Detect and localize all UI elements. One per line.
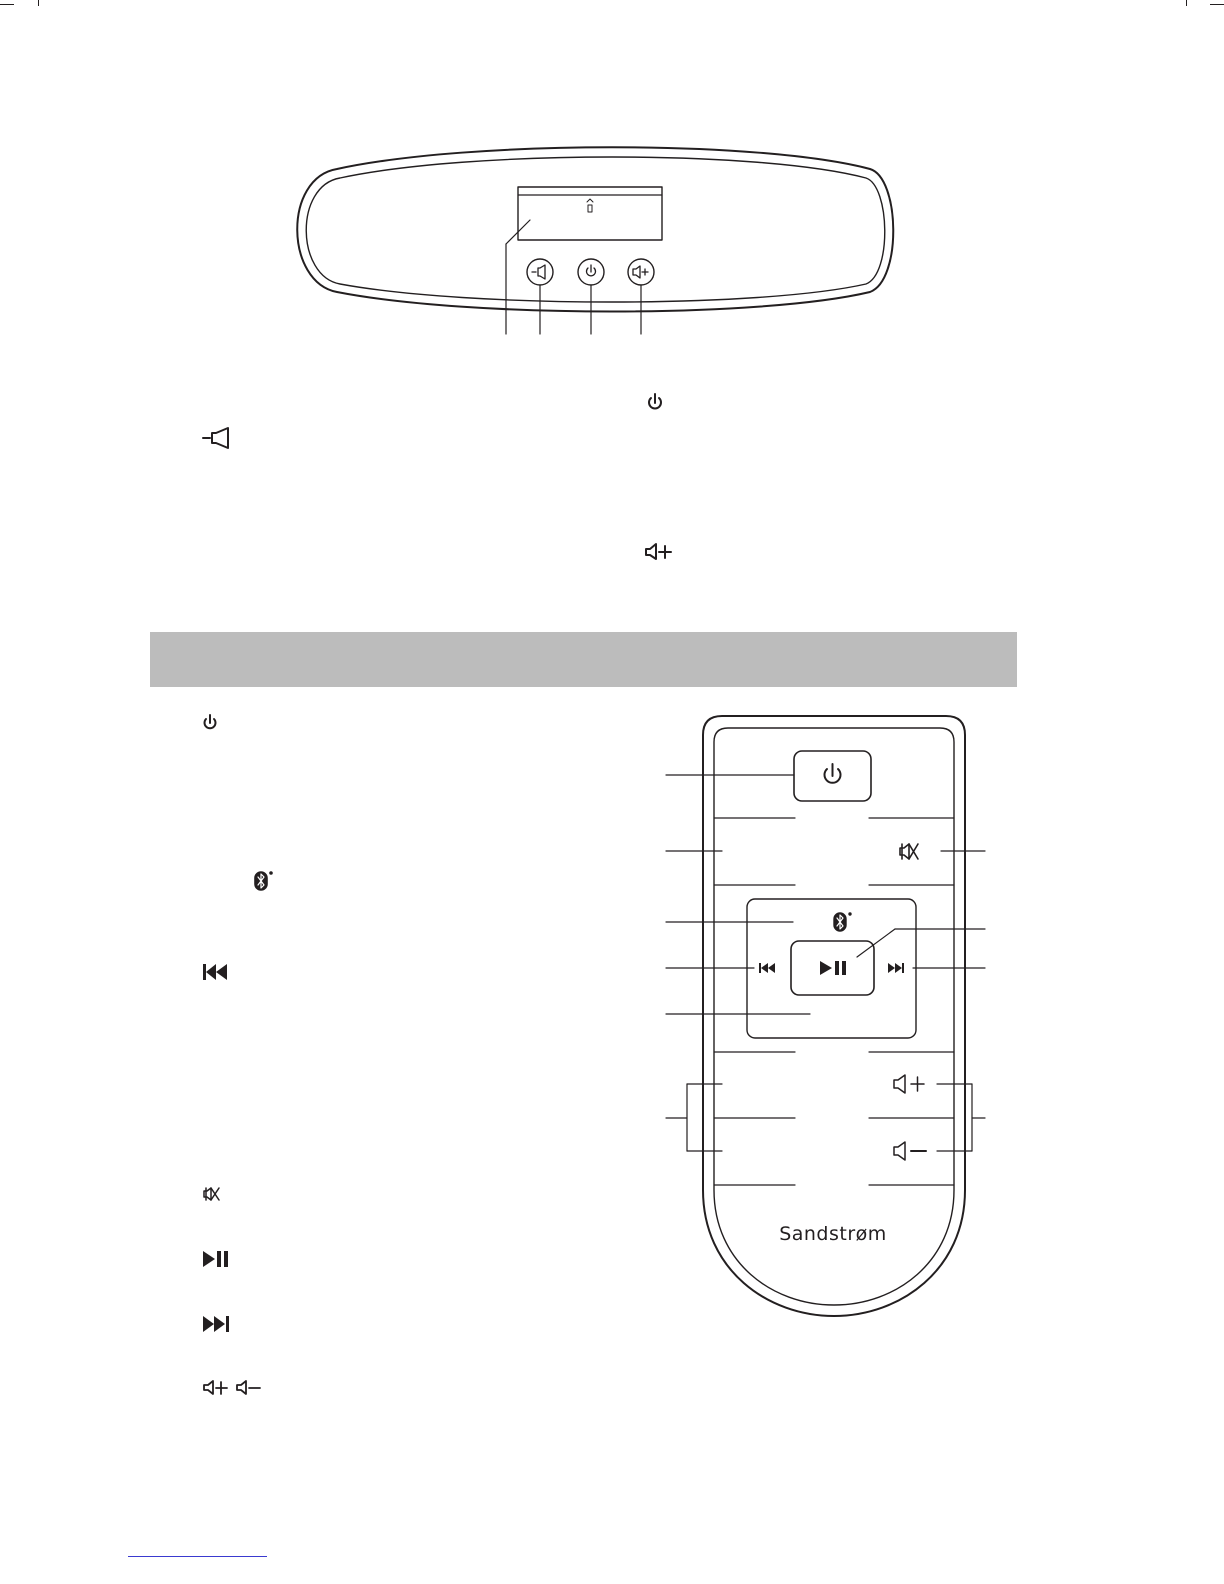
legend-bluetooth-icon: [255, 872, 272, 890]
remote-control: [703, 716, 965, 1316]
remote-power-icon: [825, 764, 841, 783]
power-icon: [587, 265, 596, 276]
volume-up-button: [628, 259, 654, 285]
legend-source-icon: [203, 428, 228, 448]
legend-power-icon: [205, 715, 216, 728]
remote-play-pause-icon: [820, 961, 846, 975]
remote-previous-icon: [759, 963, 775, 973]
remote-next-icon: [888, 963, 904, 973]
remote-outline-inner: [714, 728, 954, 1305]
source-icon: [532, 265, 545, 279]
speaker-outline-inner: [306, 157, 885, 302]
remote-volume-down-icon: [894, 1142, 926, 1160]
remote-mute-icon: [900, 844, 918, 859]
section-header-band: [150, 632, 1017, 687]
legend-volume-up-icon-top: [646, 544, 671, 559]
legend-next-icon: [203, 1316, 229, 1332]
display-indicator-icon: [587, 199, 593, 212]
remote-button-dividers: [714, 818, 954, 1185]
source-button: [527, 259, 553, 285]
remote-volume-up-icon: [894, 1075, 924, 1093]
remote-bluetooth-icon: [834, 913, 851, 931]
legend-volume-icons: [204, 1381, 260, 1394]
legend-power-icon-top: [649, 394, 661, 408]
remote-brand: Sandstrøm: [779, 1223, 887, 1245]
footer-link-underline: [128, 1556, 267, 1557]
callout-lines: [506, 220, 641, 334]
remote-play-pause-button: [791, 941, 874, 995]
legend-previous-icon: [203, 964, 227, 980]
legend-mute-icon: [204, 1188, 219, 1200]
speaker-outline-outer: [297, 147, 893, 311]
legend-play-pause-icon: [203, 1251, 228, 1267]
speaker-top-panel: [297, 147, 893, 334]
volume-up-icon: [633, 266, 648, 278]
